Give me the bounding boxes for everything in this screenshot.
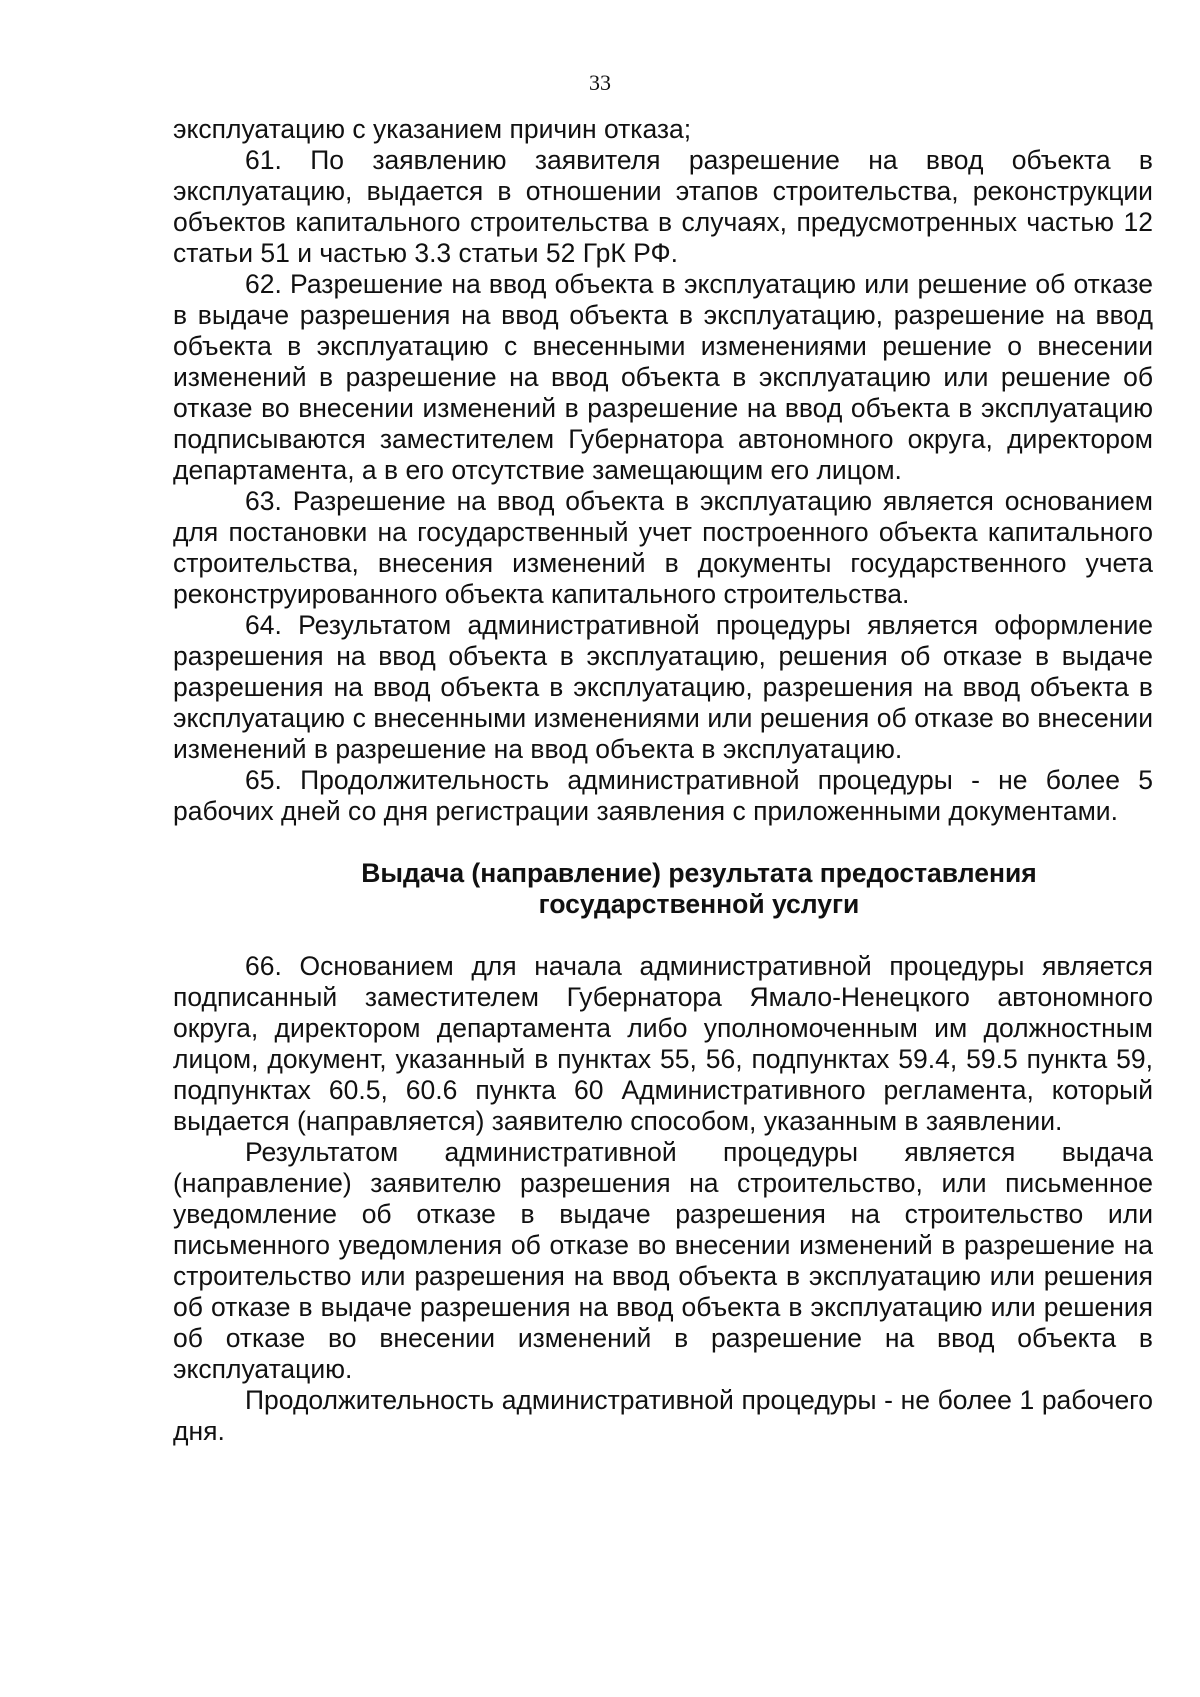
section-heading: [173, 858, 1153, 920]
paragraph-62: 62. Разрешение на ввод объекта в эксплуатацию или решение об отказе в выдаче разрешения на ввод объекта в эксплуатацию, разрешение на ввод объекта в эксплуатацию с внесенными изменениями решение о внесении изменений в разрешение на ввод объекта в эксплуатацию или решение об отказе во внесении изменений в разрешение на ввод объекта в эксплуатацию подписываются заместителем Губернатора автономного округа, директором департамента, а в его отсутствие замещающим его лицом.: [173, 269, 1153, 485]
paragraph-result: Результатом административной процедуры является выдача (направление) заявителю разрешения на строительство, или письменное уведомление об отказе в выдаче разрешения на строительство или письменного уведомления об отказе во внесении изменений в разрешение на строительство или разрешения на ввод объекта в эксплуатацию или решения об отказе в выдаче разрешения на ввод объекта в эксплуатацию или решения об отказе во внесении изменений в разрешение на ввод объекта в эксплуатацию.: [173, 1137, 1153, 1384]
document-body: [173, 114, 1153, 1447]
paragraph-65: 65. Продолжительность административной процедуры - не более 5 рабочих дней со дня регистрации заявления с приложенными документами.: [173, 765, 1153, 826]
page-number: 33: [589, 70, 611, 95]
paragraph-66: 66. Основанием для начала административной процедуры является подписанный заместителем Губернатора Ямало-Ненецкого автономного округа, директором департамента либо уполномоченным им должностным лицом, документ, указанный в пунктах 55, 56, подпунктах 59.4, 59.5 пункта 59, подпунктах 60.5, 60.6 пункта 60 Административного регламента, который выдается (направляется) заявителю способом, указанным в заявлении.: [173, 951, 1153, 1136]
paragraph-61: 61. По заявлению заявителя разрешение на ввод объекта в эксплуатацию, выдается в отношении этапов строительства, реконструкции объектов капитального строительства в случаях, предусмотренных частью 12 статьи 51 и частью 3.3 статьи 52 ГрК РФ.: [173, 145, 1153, 268]
paragraph-duration: Продолжительность административной процедуры - не более 1 рабочего дня.: [173, 1385, 1153, 1446]
section-heading-line-1: Выдача (направление) результата предоставления: [361, 858, 1037, 888]
section-heading-line-2: государственной услуги: [538, 889, 860, 919]
paragraph-64: 64. Результатом административной процедуры является оформление разрешения на ввод объекта в эксплуатацию, решения об отказе в выдаче разрешения на ввод объекта в эксплуатацию, разрешения на ввод объекта в эксплуатацию с внесенными изменениями или решения об отказе во внесении изменений в разрешение на ввод объекта в эксплуатацию.: [173, 610, 1153, 764]
paragraph: эксплуатацию с указанием причин отказа;: [173, 114, 692, 144]
paragraph-63: 63. Разрешение на ввод объекта в эксплуатацию является основанием для постановки на государственный учет построенного объекта капитального строительства, внесения изменений в документы государственного учета реконструированного объекта капитального строительства.: [173, 486, 1153, 609]
